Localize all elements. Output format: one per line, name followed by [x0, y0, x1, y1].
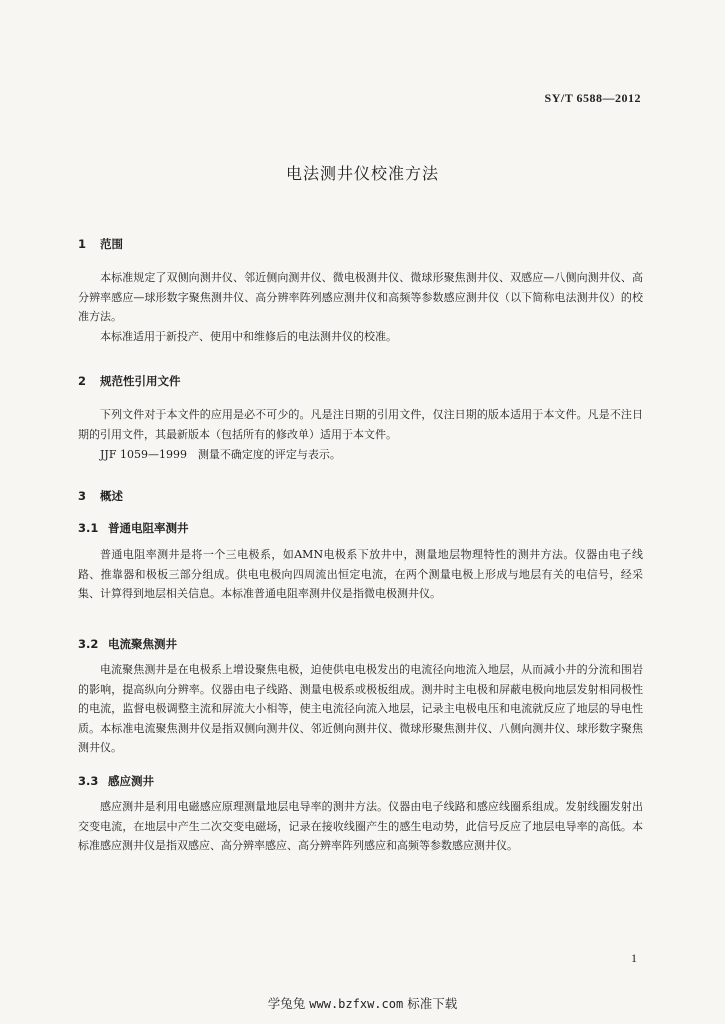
paragraph: 普通电阻率测井是将一个三电极系，如AMN电极系下放井中，测量地层物理特性的测井方法。仪器由电子线路、推靠器和极板三部分组成。供电电极向四周流出恒定电流，在两个测量电极上形成与地层有关的电信号，经采集、计算得到地层相关信息。本标准普通电阻率测井仪是指微电极测井仪。	[78, 548, 643, 600]
section-number: 3.3	[78, 774, 99, 788]
subsection-heading-3-2	[78, 636, 177, 652]
paragraph: 本标准适用于新投产、使用中和维修后的电法测井仪的校准。	[100, 330, 397, 343]
subsection-heading-3-1	[78, 520, 189, 536]
section-title: 感应测井	[108, 774, 154, 788]
paragraph: 电流聚焦测井是在电极系上增设聚焦电极，迫使供电电极发出的电流径向地流入地层，从而减小井的分流和围岩的影响，提高纵向分辨率。仪器由电子线路、测量电极系或极板组成。测井时主电极和屏蔽电极向地层发射相同极性的电流，监督电极调整主流和屏流大小相等，使主电流径向流入地层，记录主电极电压和电流就反应了地层的导电性质。本标准电流聚焦测井仪是指双侧向测井仪、邻近侧向测井仪、微球形聚焦测井仪、八侧向测井仪、球形数字聚焦测井仪。	[78, 663, 643, 754]
section-title: 普通电阻率测井	[108, 521, 189, 535]
section-heading-1	[78, 236, 123, 252]
section-title: 电流聚焦测井	[108, 637, 177, 651]
watermark-prefix: 学兔兔	[267, 996, 306, 1011]
section-title: 规范性引用文件	[100, 374, 181, 388]
section-title: 概述	[100, 489, 123, 503]
section-number: 1	[78, 237, 87, 251]
watermark-suffix: 标准下载	[407, 996, 458, 1011]
section-number: 3.1	[78, 521, 99, 535]
section-number: 3.2	[78, 637, 99, 651]
page-number: 1	[631, 951, 637, 965]
section-heading-3	[78, 488, 123, 504]
subsection-heading-3-3	[78, 773, 154, 789]
section-title: 范围	[100, 237, 123, 251]
section-number: 3	[78, 489, 87, 503]
paragraph: 下列文件对于本文件的应用是必不可少的。凡是注日期的引用文件，仅注日期的版本适用于本文件。凡是不注日期的引用文件，其最新版本（包括所有的修改单）适用于本文件。	[78, 408, 643, 441]
paragraph: JJF 1059—1999 测量不确定度的评定与表示。	[100, 448, 341, 461]
watermark	[0, 994, 725, 1012]
paragraph: 本标准规定了双侧向测井仪、邻近侧向测井仪、微电极测井仪、微球形聚焦测井仪、双感应—八侧向测井仪、高分辨率感应—球形数字聚焦测井仪、高分辨率阵列感应测井仪和高频等参数感应测井仪（以下简称电法测井仪）的校准方法。	[78, 271, 643, 323]
watermark-url[interactable]: www.bzfxw.com	[309, 997, 404, 1011]
document-code: SY/T 6588—2012	[544, 91, 641, 105]
paragraph: 感应测井是利用电磁感应原理测量地层电导率的测井方法。仪器由电子线路和感应线圈系组成。发射线圈发射出交变电流，在地层中产生二次交变电磁场，记录在接收线圈产生的感生电动势，此信号反应了地层电导率的高低。本标准感应测井仪是指双感应、高分辨率感应、高分辨率阵列感应和高频等参数感应测井仪。	[78, 800, 643, 852]
document-title: 电法测井仪校准方法	[285, 164, 439, 183]
section-heading-2	[78, 373, 181, 389]
section-number: 2	[78, 374, 87, 388]
